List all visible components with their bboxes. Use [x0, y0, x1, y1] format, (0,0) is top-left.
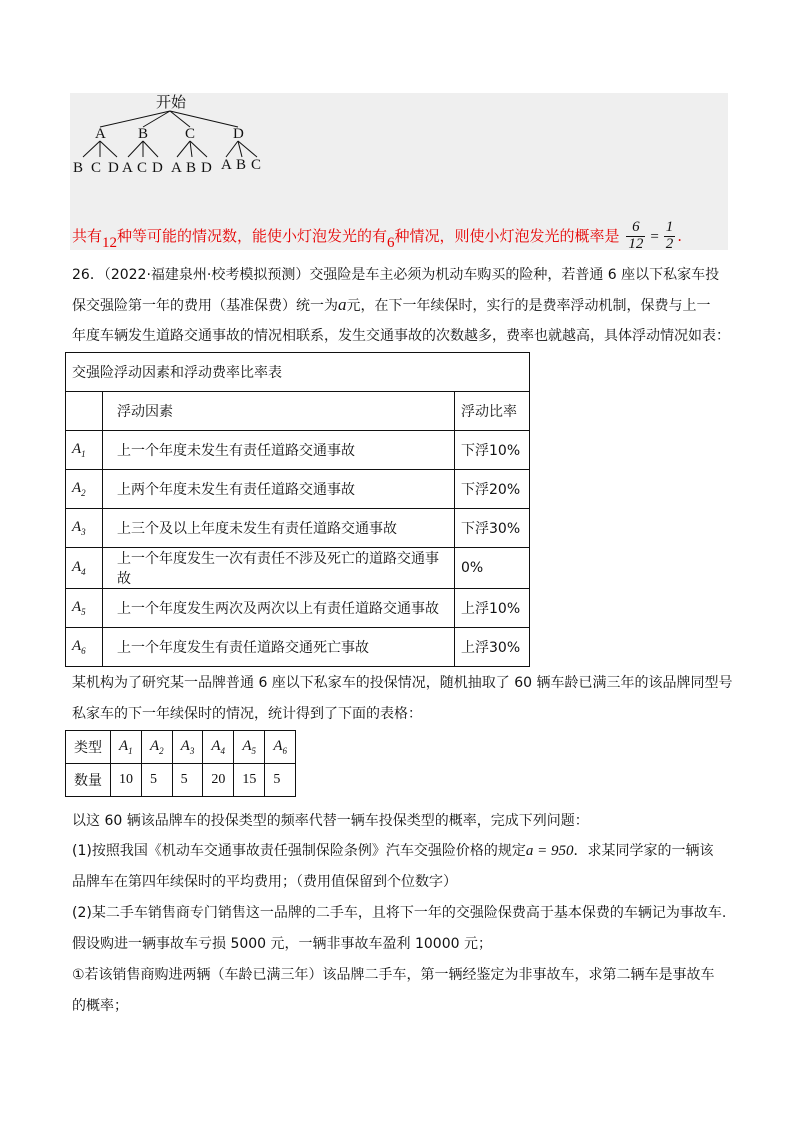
count-cell: 20: [203, 764, 234, 797]
solution-conclusion: [72, 220, 682, 253]
tree-node-c: C: [185, 126, 196, 142]
row-label: $A_5$: [66, 589, 103, 628]
question-2-part-1-line-1: ①若该销售商购进两辆（车龄已满三年）该品牌二手车，第一辆经鉴定为非事故车，求第二辆车是事故车: [72, 967, 715, 983]
problem-line-3: 年度车辆发生道路交通事故的情况相联系，发生交通事故的次数越多，费率也就越高，具体浮动情况如表：: [72, 328, 730, 344]
fraction-denominator: 12: [628, 235, 644, 252]
problem-line-2: [72, 295, 711, 315]
tree-leaf: B: [186, 160, 197, 176]
tree-leaf: D: [152, 160, 163, 176]
tree-leaf: B: [73, 160, 84, 176]
conclusion-text-3: 种情况，则使小灯泡发光的概率是: [394, 226, 620, 245]
type-cell: $A_1$: [111, 731, 142, 764]
row-factor: 上一个年度发生有责任道路交通死亡事故: [103, 628, 455, 667]
problem-line-2a: 保交强险第一年的费用（基准保费）统一为: [72, 298, 338, 314]
header-cell: [66, 392, 103, 431]
row-label: $A_6$: [66, 628, 103, 667]
tree-diagram: [70, 93, 330, 193]
sample-count-table: [65, 730, 296, 797]
question-1-line-1: [72, 840, 713, 860]
tree-leaf: B: [236, 157, 247, 173]
count-cell: 10: [111, 764, 142, 797]
tree-leaf: A: [171, 160, 182, 176]
tree-node-b: B: [138, 126, 149, 142]
tree-node-a: A: [95, 126, 106, 142]
type-cell: $A_6$: [265, 731, 296, 764]
question-1-text: (1)按照我国《机动车交通事故责任强制保险条例》汽车交强险价格的规定: [72, 843, 526, 859]
row-rate: 0%: [455, 548, 530, 589]
header-cell: 浮动因素: [103, 392, 455, 431]
row-factor: 上两个年度未发生有责任道路交通事故: [103, 470, 455, 509]
question-2-line-2: 假设购进一辆事故车亏损 5000 元，一辆非事故车盈利 10000 元；: [72, 936, 492, 952]
row-label: $A_2$: [66, 470, 103, 509]
conclusion-text-2: 种等可能的情况数，能使小灯泡发光的有: [117, 226, 388, 245]
question-1-line-2: 品牌车在第四年续保时的平均费用；（费用值保留到个位数字）: [72, 874, 457, 890]
row-rate: 下浮20%: [455, 470, 530, 509]
fraction-six-twelfths: [626, 220, 645, 253]
question-1-text-cont: ．求某同学家的一辆该: [573, 843, 714, 859]
count-row-label: 数量: [66, 764, 111, 797]
favorable-count: 6: [387, 234, 395, 251]
tree-leaf: D: [201, 160, 212, 176]
count-cell: 5: [172, 764, 203, 797]
row-rate: 上浮10%: [455, 589, 530, 628]
tree-leaf: C: [137, 160, 148, 176]
question-2-line-1: (2)某二手车销售商专门销售这一品牌的二手车，且将下一年的交强险保费高于基本保费的车辆记为事故车.: [72, 905, 727, 921]
type-row: [66, 731, 296, 764]
table-header-row: [66, 392, 530, 431]
fraction-one-half: [664, 220, 676, 253]
row-rate: 下浮10%: [455, 431, 530, 470]
row-rate: 上浮30%: [455, 628, 530, 667]
row-factor: 上一个年度发生一次有责任不涉及死亡的道路交通事故: [103, 548, 455, 589]
table-row: [66, 628, 530, 667]
formula-a-950: a = 950: [525, 843, 574, 859]
tree-node-d: D: [233, 126, 244, 142]
row-rate: 下浮30%: [455, 509, 530, 548]
question-2-part-1-line-2: 的概率；: [72, 998, 128, 1014]
fraction-numerator: 1: [665, 219, 674, 235]
row-factor: 上一个年度未发生有责任道路交通事故: [103, 431, 455, 470]
count-cell: 15: [234, 764, 265, 797]
middle-line-1: 某机构为了研究某一品牌普通 6 座以下私家车的投保情况，随机抽取了 60 辆车龄已满三年的该品牌同型号: [72, 675, 733, 691]
problem-line-2b: 元，在下一年续保时，实行的是费率浮动机制，保费与上一: [346, 298, 711, 314]
row-factor: 上一个年度发生两次及两次以上有责任道路交通事故: [103, 589, 455, 628]
problem-line-1: 26．（2022·福建泉州·校考模拟预测）交强险是车主必须为机动车购买的险种，若普通 6 座以下私家车投: [72, 267, 720, 283]
insurance-rate-table: [65, 352, 530, 667]
row-label: $A_3$: [66, 509, 103, 548]
conclusion-text-1: 共有: [72, 226, 103, 245]
tree-leaf: A: [221, 157, 232, 173]
tree-leaf: C: [251, 157, 262, 173]
type-row-label: 类型: [66, 731, 111, 764]
total-count: 12: [102, 234, 118, 251]
type-cell: $A_3$: [172, 731, 203, 764]
fraction-denominator: 2: [665, 235, 674, 252]
table-row: [66, 431, 530, 470]
tree-leaf: D: [108, 160, 119, 176]
count-row: [66, 764, 296, 797]
equals-sign: =: [650, 228, 659, 245]
table-row: [66, 589, 530, 628]
table-caption: 交强险浮动因素和浮动费率比率表: [66, 353, 530, 392]
row-factor: 上三个及以上年度未发生有责任道路交通事故: [103, 509, 455, 548]
variable-a: a: [338, 295, 347, 314]
table-row: [66, 548, 530, 589]
questions-intro: 以这 60 辆该品牌车的投保类型的频率代替一辆车投保类型的概率，完成下列问题：: [72, 813, 589, 829]
type-cell: $A_2$: [142, 731, 173, 764]
tree-leaf: A: [122, 160, 133, 176]
table-row: [66, 470, 530, 509]
type-cell: $A_5$: [234, 731, 265, 764]
tree-root: 开始: [156, 95, 187, 111]
middle-line-2: 私家车的下一年续保时的情况，统计得到了下面的表格：: [72, 706, 422, 722]
conclusion-end: .: [677, 226, 683, 245]
header-cell: 浮动比率: [455, 392, 530, 431]
type-cell: $A_4$: [203, 731, 234, 764]
tree-leaf: C: [91, 160, 102, 176]
fraction-numerator: 6: [626, 220, 645, 237]
count-cell: 5: [142, 764, 173, 797]
row-label: $A_1$: [66, 431, 103, 470]
row-label: $A_4$: [66, 548, 103, 589]
table-row: [66, 509, 530, 548]
count-cell: 5: [265, 764, 296, 797]
